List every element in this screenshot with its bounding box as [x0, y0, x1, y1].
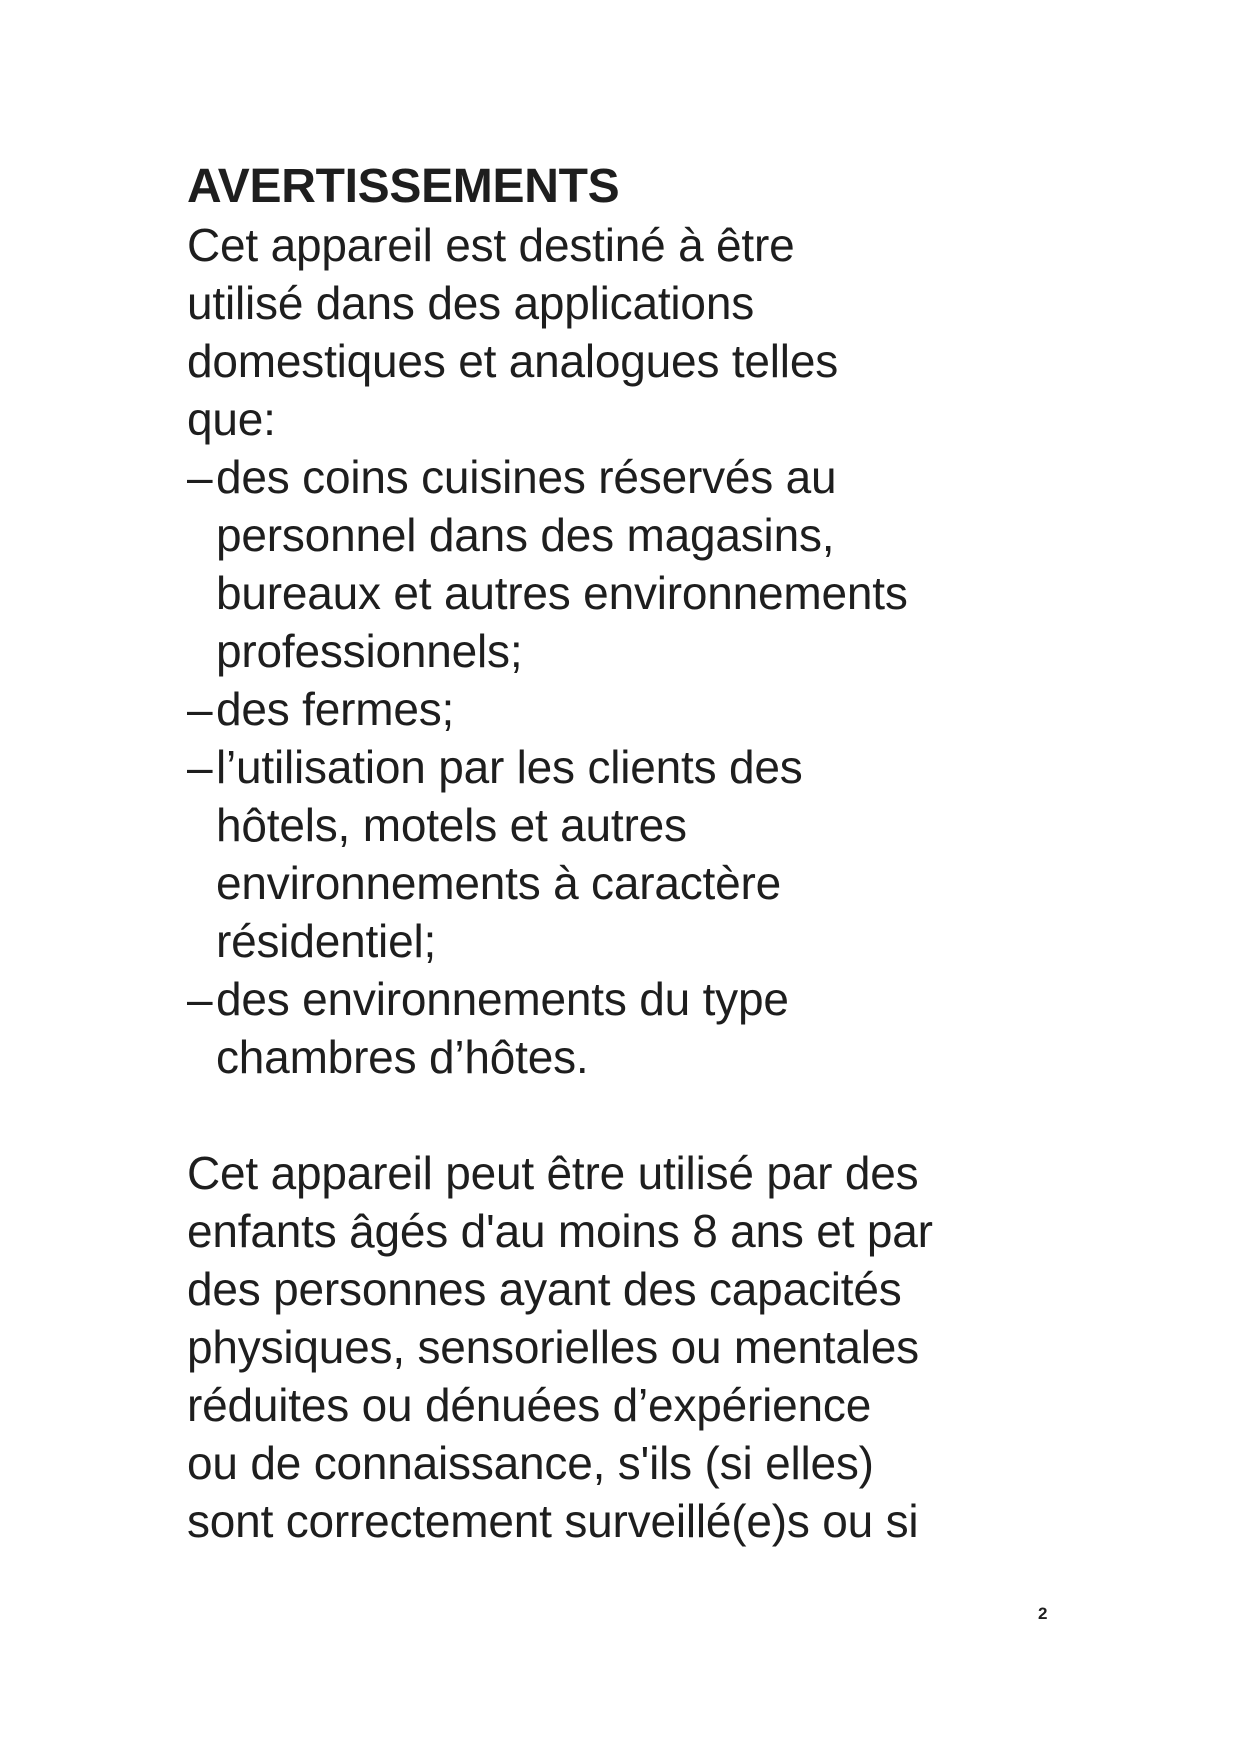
list-item-line: professionnels; [216, 625, 523, 677]
paragraph-line: des personnes ayant des capacités [187, 1263, 902, 1315]
list-item-line: environnements à caractère [216, 857, 781, 909]
intro-line: Cet appareil est destiné à être [187, 219, 795, 271]
dash-marker: – [187, 973, 213, 1025]
intro-line: utilisé dans des applications [187, 277, 754, 329]
list-item-line: des environnements du type [216, 973, 789, 1025]
list-item-line: des coins cuisines réservés au [216, 451, 837, 503]
list-item-line: des fermes; [216, 683, 455, 735]
intro-line: domestiques et analogues telles [187, 335, 839, 387]
paragraph-line: ou de connaissance, s'ils (si elles) [187, 1437, 874, 1489]
paragraph-line: sont correctement surveillé(e)s ou si [187, 1495, 919, 1547]
list-item [187, 680, 1067, 738]
dash-marker: – [187, 683, 213, 735]
usage-list [187, 448, 1067, 1086]
document-body [187, 158, 1067, 1550]
list-item [187, 970, 1067, 1086]
list-item-line: hôtels, motels et autres [216, 799, 687, 851]
paragraph-line: Cet appareil peut être utilisé par des [187, 1147, 919, 1199]
list-item-line: l’utilisation par les clients des [216, 741, 803, 793]
paragraph-line: réduites ou dénuées d’expérience [187, 1379, 872, 1431]
dash-marker: – [187, 741, 213, 793]
intro-paragraph [187, 216, 1067, 448]
list-item [187, 738, 1067, 970]
warnings-heading: AVERTISSEMENTS [187, 160, 620, 213]
paragraph-gap [187, 1086, 1067, 1144]
page-number: 2 [1038, 1604, 1048, 1623]
list-item [187, 448, 1067, 680]
paragraph-line: physiques, sensorielles ou mentales [187, 1321, 919, 1373]
paragraph-line: enfants âgés d'au moins 8 ans et par [187, 1205, 933, 1257]
supervision-paragraph [187, 1144, 1067, 1550]
list-item-line: personnel dans des magasins, [216, 509, 835, 561]
list-item-line: résidentiel; [216, 915, 437, 967]
intro-line: que: [187, 393, 276, 445]
dash-marker: – [187, 451, 213, 503]
list-item-line: bureaux et autres environnements [216, 567, 908, 619]
list-item-line: chambres d’hôtes. [216, 1031, 589, 1083]
